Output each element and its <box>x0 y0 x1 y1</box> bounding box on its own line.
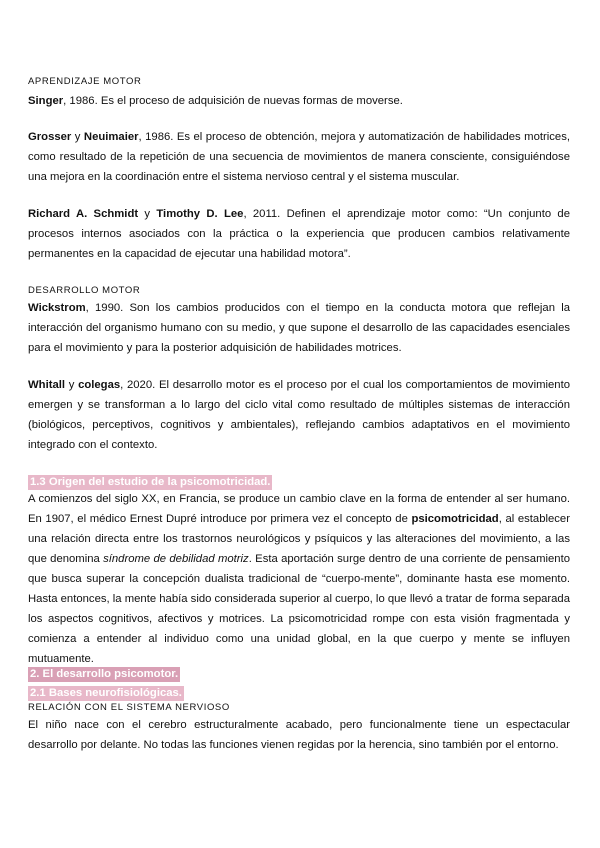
author-name: Whitall <box>28 379 66 391</box>
paragraph-origen <box>28 489 570 669</box>
highlighted-heading: 2.1 Bases neurofisiológicas. <box>30 687 182 699</box>
section-heading-desarrollo-motor: DESARROLLO MOTOR <box>28 285 141 296</box>
highlighted-heading: 1.3 Origen del estudio de la psicomotricidad. <box>30 476 271 488</box>
paragraph-text: , 1990. Son los cambios producidos con el tiempo en la conducta motora que reflejan la interacción del organismo humano con su medio, y que supone el desarrollo de las capacidades esenciales para el movimiento y para la posterior adquisición de habilidades motrices. <box>28 302 570 354</box>
highlighted-heading: 2. El desarrollo psicomotor. <box>30 668 179 680</box>
connector-text: y <box>138 208 157 220</box>
author-name: Grosser <box>28 131 72 143</box>
italic-term: síndrome de debilidad motriz <box>103 553 249 565</box>
author-name: Wickstrom <box>28 302 86 314</box>
paragraph-whitall <box>28 375 570 455</box>
bold-term: psicomotricidad <box>411 513 499 525</box>
section-heading-desarrollo-psicomotor <box>28 664 570 682</box>
paragraph-text: A comienzos del siglo XX, en Francia, se produce un cambio clave en la forma de entender al ser humano. En 1907, el médico Ernest Dupré introduce por primera vez el concepto de <box>28 493 570 525</box>
author-name: Timothy D. Lee <box>156 208 244 220</box>
paragraph-nino <box>28 715 570 755</box>
author-name: colegas <box>78 379 121 391</box>
paragraph-grosser <box>28 127 570 187</box>
author-name: Richard A. Schmidt <box>28 208 139 220</box>
paragraph-schmidt <box>28 204 570 264</box>
connector-text: y <box>71 131 84 143</box>
paragraph-text: . Esta aportación surge dentro de una corriente de pensamiento que busca superar la concepción dualista tradicional de “cuerpo-mente”, dominante hasta ese momento. Hasta entonces, la mente había sido considerada superior al cuerpo, lo que llevó a tratar de forma separada los aspectos cognitivos, afectivos y motrices. La psicomotricidad rompe con esta visión fragmentada y comienza a entender al individuo como una unidad global, en la que cuerpo y mente se influyen mutuamente. <box>28 553 570 665</box>
paragraph-text: , al establecer una relación directa entre los trastornos neurológicos y psíquicos y las alteraciones del movimiento, a las que denomina <box>28 513 570 565</box>
author-name: Singer <box>28 95 64 107</box>
connector-text: y <box>65 379 79 391</box>
paragraph-text: , 1986. Es el proceso de obtención, mejora y automatización de habilidades motrices, como resultado de la repetición de una secuencia de movimientos de manera consciente, consiguiéndose una mejora en la coordinación entre el sistema nervioso central y el sistema muscular. <box>28 131 570 183</box>
section-heading-bases <box>28 683 570 701</box>
subheading-sistema-nervioso: RELACIÓN CON EL SISTEMA NERVIOSO <box>28 702 230 713</box>
author-name: Neuimaier <box>83 131 139 143</box>
paragraph-text: El niño nace con el cerebro estructuralmente acabado, pero funcionalmente tiene un espectacular desarrollo por delante. No todas las funciones vienen regidas por la herencia, sino también por el entorno. <box>28 719 570 751</box>
paragraph-wickstrom <box>28 298 570 358</box>
section-heading-origen <box>28 472 570 490</box>
paragraph-text: , 2011. Definen el aprendizaje motor como: “Un conjunto de procesos internos asociados con la práctica o la experiencia que producen cambios relativamente permanentes en la capacidad de ejecutar una habilidad motora”. <box>28 208 570 260</box>
section-heading-aprendizaje-motor: APRENDIZAJE MOTOR <box>28 76 142 87</box>
paragraph-text: , 2020. El desarrollo motor es el proceso por el cual los comportamientos de movimiento emergen y se transforman a lo largo del ciclo vital como resultado de múltiples sistemas de interacción (biológicos, perceptivos, cognitivos y ambientales), reflejando cambios adaptativos en el movimiento integrado con el contexto. <box>28 379 570 451</box>
paragraph-singer <box>28 91 570 111</box>
paragraph-text: , 1986. Es el proceso de adquisición de nuevas formas de moverse. <box>63 95 403 107</box>
